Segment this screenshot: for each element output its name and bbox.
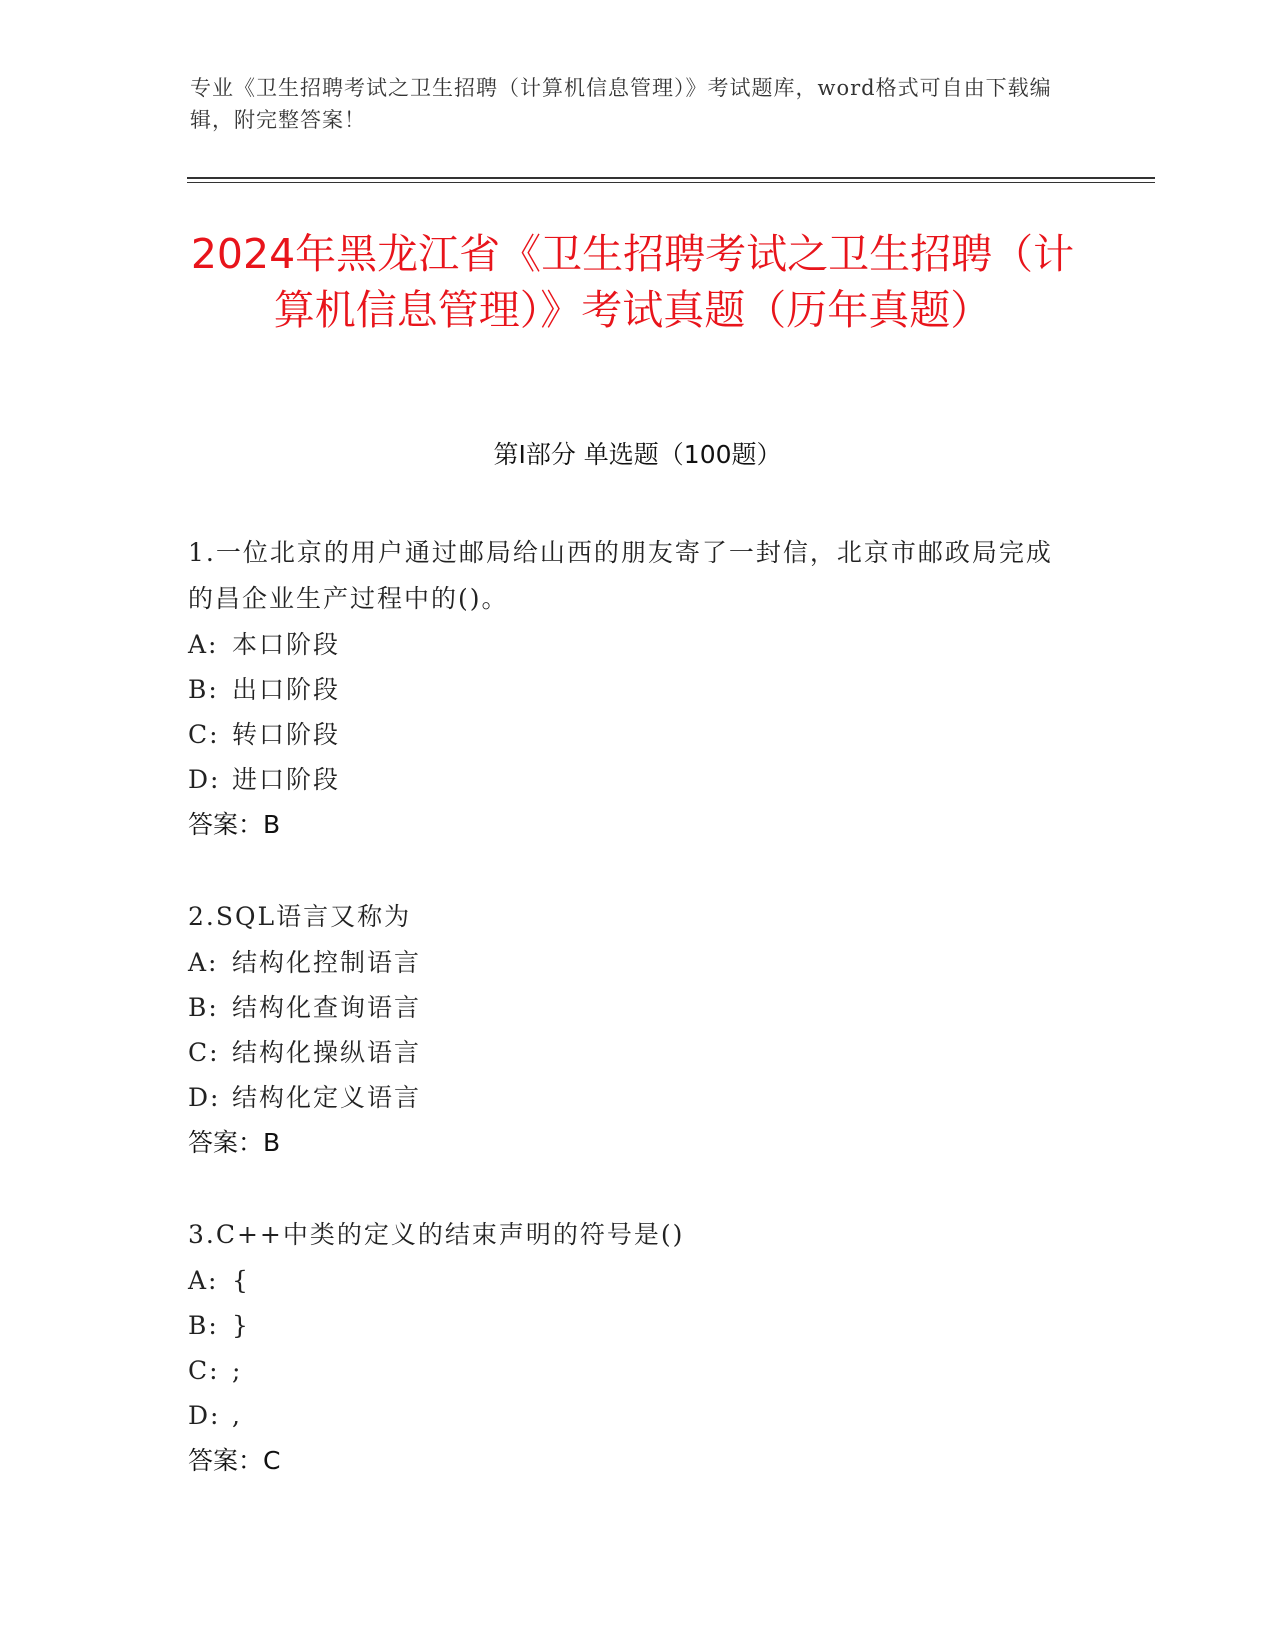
option-text: 结构化控制语言 [232,948,422,977]
option-text: { [232,1266,250,1295]
header-note: 专业《卫生招聘考试之卫生招聘（计算机信息管理）》考试题库，word格式可自由下载编辑，附完整答案！ [190,76,1052,132]
option-a [188,622,1068,667]
document-title: 2024年黑龙江省《卫生招聘考试之卫生招聘（计算机信息管理）》考试真题（历年真题） [190,230,1075,334]
answer-line: 答案：B [188,810,281,839]
option-key: C: [188,720,220,749]
option-text: 本口阶段 [232,630,341,659]
option-c [188,1348,1068,1393]
option-c [188,1030,1068,1075]
option-key: B: [188,1311,219,1340]
option-key: B: [188,675,219,704]
option-b [188,985,1068,1030]
question-stem: 3.C++中类的定义的结束声明的符号是() [188,1220,685,1249]
option-key: A: [188,948,219,977]
option-text: , [232,1401,242,1430]
option-key: D: [188,1401,221,1430]
answer-line: 答案：C [188,1446,281,1475]
question-2 [188,894,1068,1166]
option-key: C: [188,1356,220,1385]
option-key: A: [188,1266,219,1295]
option-key: D: [188,1083,221,1112]
question-1 [188,530,1068,848]
option-c [188,712,1068,757]
option-text: 结构化操纵语言 [232,1038,422,1067]
header-divider-thick [187,177,1155,179]
option-a [188,940,1068,985]
option-b [188,667,1068,712]
question-stem: 2.SQL语言又称为 [188,902,412,931]
option-text: 结构化查询语言 [232,993,422,1022]
option-key: B: [188,993,219,1022]
option-d [188,1075,1068,1120]
answer-line: 答案：B [188,1128,281,1157]
option-d [188,1393,1068,1438]
option-key: C: [188,1038,220,1067]
option-text: 转口阶段 [232,720,341,749]
header-divider-thin [187,182,1155,183]
option-a [188,1258,1068,1303]
option-key: A: [188,630,219,659]
option-text: } [232,1311,250,1340]
section-heading: 第I部分 单选题（100题） [493,440,782,469]
option-text: 出口阶段 [232,675,341,704]
option-text: 进口阶段 [232,765,341,794]
option-b [188,1303,1068,1348]
question-3 [188,1212,1068,1484]
option-text: ; [232,1356,243,1385]
question-list [188,530,1068,1530]
option-d [188,757,1068,802]
option-key: D: [188,765,221,794]
option-text: 结构化定义语言 [232,1083,422,1112]
question-stem: 1.一位北京的用户通过邮局给山西的朋友寄了一封信，北京市邮政局完成的昌企业生产过程中的()。 [188,538,1053,613]
